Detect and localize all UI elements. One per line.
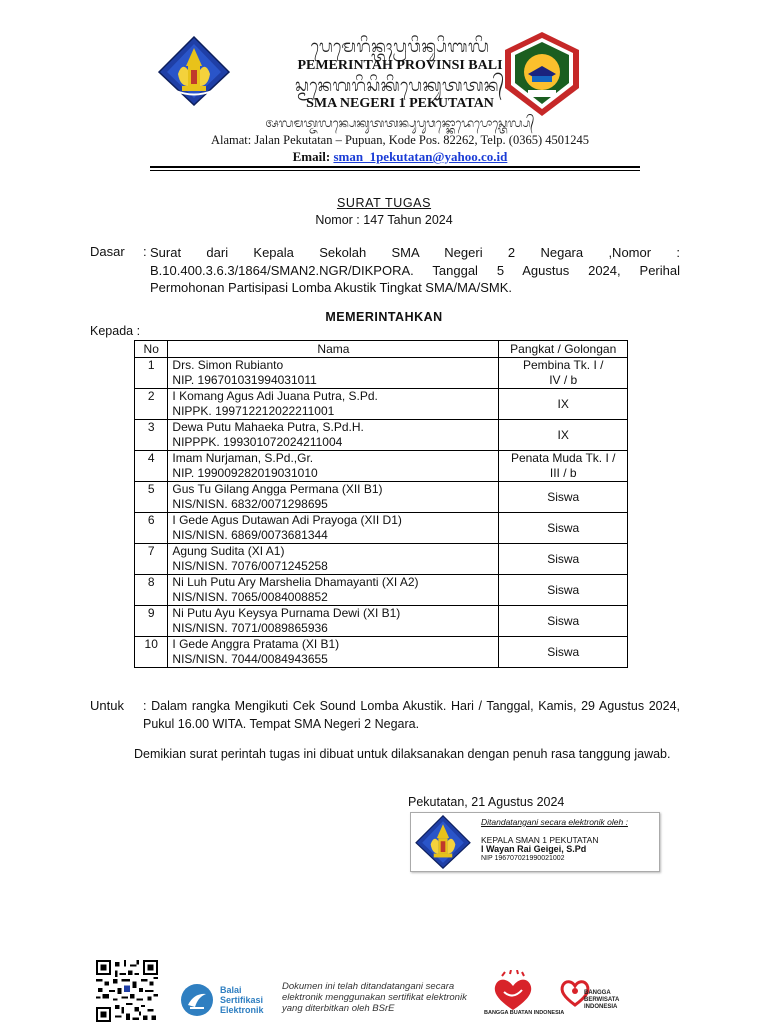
row-id: NIPPK. 199712212022211001 [172, 404, 335, 418]
row-name: I Komang Agus Adi Juana Putra, S.Pd. [172, 389, 378, 403]
brand-2-line-2: BERWISATA [584, 997, 620, 1003]
signature-note: Ditandatangani secara elektronik oleh : [481, 817, 628, 827]
basis-label: Dasar [90, 244, 125, 259]
row-name: I Gede Agus Dutawan Adi Prayoga (XII D1) [172, 513, 402, 527]
row-no: 7 [135, 544, 168, 575]
row-id: NIPPPK. 199301072024211004 [172, 435, 343, 449]
row-id: NIP. 196701031994031011 [172, 373, 317, 387]
row-name: Imam Nurjaman, S.Pd.,Gr. [172, 451, 314, 465]
assignee-table [134, 340, 628, 668]
footer-note-line-3: yang diterbitkan oleh BSrE [282, 1003, 395, 1014]
brand-2-line-1: BANGGA [584, 990, 611, 996]
row-name-cell [168, 482, 499, 513]
bsre-name-line-1: Balai [220, 985, 242, 995]
table-row [135, 420, 628, 451]
row-no: 8 [135, 575, 168, 606]
row-no: 1 [135, 358, 168, 389]
row-rank: Penata Muda Tk. I / [510, 451, 616, 465]
school-name: SMA NEGERI 1 PEKUTATAN [306, 96, 494, 111]
row-rank-cell [499, 358, 628, 389]
letterhead-rule [150, 166, 640, 168]
bsre-name-line-2: Sertifikasi [220, 995, 264, 1005]
row-rank: Siswa [499, 482, 628, 513]
school-email-line [120, 149, 680, 165]
row-name-cell [168, 513, 499, 544]
table-row [135, 358, 628, 389]
closing-statement: Demikian surat perintah tugas ini dibuat untuk dilaksanakan dengan penuh rasa tanggung jawab. [134, 747, 671, 761]
table-row [135, 451, 628, 482]
balinese-script-line-3: ᬅᬮᬫᬢ᭄ᬚᬮᬦ᭄ᬧᬾᬓᬸᬢᬢᬦ᭄ᬧᬸᬧᬸᬯᬦ᭄ᬓᭀᬤᬾᬧᭀᬲ᭄ᬢᬾᬮ᭄ᬧ᭄ [265, 116, 535, 130]
col-header-rank: Pangkat / Golongan [499, 341, 628, 358]
brand-2-text [584, 990, 619, 1011]
school-address: Alamat: Jalan Pekutatan – Pupuan, Kode Pos. 82262, Telp. (0365) 4501245 [210, 133, 589, 147]
row-name-cell [168, 420, 499, 451]
qr-code-icon[interactable] [96, 960, 158, 1022]
basis-text: Surat dari Kepala Sekolah SMA Negeri 2 Negara ,Nomor : B.10.400.3.6.3/1864/SMAN2.NGR/DIKPORA. Tanggal 5 Agustus 2024, Perihal Permohonan Partisipasi Lomba Akustik Tingkat SMA/MA/SMK. [150, 245, 680, 295]
bali-province-emblem-icon [415, 815, 471, 869]
footer-disclaimer [282, 981, 467, 1014]
row-name: Ni Putu Ayu Keysya Purnama Dewi (XI B1) [172, 606, 401, 620]
signer-position: KEPALA SMAN 1 PEKUTATAN [481, 835, 599, 845]
row-no: 2 [135, 389, 168, 420]
footer-note-line-1: Dokumen ini telah ditandatangani secara [282, 981, 455, 992]
row-rank-grade: IV / b [549, 373, 578, 387]
row-rank: Siswa [499, 606, 628, 637]
row-rank: Pembina Tk. I / [522, 358, 604, 372]
table-row [135, 575, 628, 606]
col-header-name: Nama [168, 341, 499, 358]
table-row [135, 606, 628, 637]
row-name-cell [168, 606, 499, 637]
row-rank-cell [499, 451, 628, 482]
row-name-cell [168, 637, 499, 668]
row-no: 4 [135, 451, 168, 482]
place-and-date: Pekutatan, 21 Agustus 2024 [408, 795, 565, 809]
row-id: NIS/NISN. 7044/0084943655 [172, 652, 328, 666]
row-no: 5 [135, 482, 168, 513]
row-id: NIS/NISN. 7071/0089865936 [172, 621, 328, 635]
row-name-cell [168, 451, 499, 482]
row-rank: IX [499, 420, 628, 451]
row-name: Drs. Simon Rubianto [172, 358, 284, 372]
row-rank-grade: III / b [549, 466, 577, 480]
bsre-name [220, 985, 264, 1015]
government-name: PEMERINTAH PROVINSI BALI [297, 58, 503, 73]
brand-2-line-3: INDONESIA [584, 1004, 618, 1010]
table-row [135, 482, 628, 513]
table-row [135, 389, 628, 420]
row-id: NIS/NISN. 7076/0071245258 [172, 559, 328, 573]
row-no: 3 [135, 420, 168, 451]
table-row [135, 544, 628, 575]
table-row [135, 513, 628, 544]
purpose-text: : Dalam rangka Mengikuti Cek Sound Lomba Akustik. Hari / Tanggal, Kamis, 29 Agustus 2024, Pukul 16.00 WITA. Tempat SMA Negeri 2 Negara. [143, 699, 680, 731]
row-rank: Siswa [499, 544, 628, 575]
purpose-label: Untuk [90, 698, 124, 713]
electronic-signature-box [410, 812, 660, 872]
recipient-label: Kepada : [90, 324, 141, 338]
row-no: 9 [135, 606, 168, 637]
command-heading: MEMERINTAHKAN [325, 310, 443, 324]
bsre-name-line-3: Elektronik [220, 1005, 264, 1015]
balinese-script-line-2: ᬲ᭄ᬫᬦᬾᬕᬭᬶᬲᬶᬓᬶᬧᬾᬓᬸᬢᬢᬦ᭄ [295, 76, 505, 95]
row-name: Ni Luh Putu Ary Marshelia Dhamayanti (XI A2) [172, 575, 419, 589]
letterhead-rule-thin [150, 170, 640, 171]
letter-title: SURAT TUGAS [336, 196, 432, 210]
basis-colon: : [143, 244, 147, 259]
balinese-script-line-1: ᬧᬾᬫᬾᬭᬶᬦ᭄ᬢᬄᬧ᭄ᬭᬯᬶᬦ᭄ᬲᬶᬩᬮᬶ [310, 37, 490, 56]
row-id: NIS/NISN. 6832/0071298695 [172, 497, 328, 511]
row-name: I Gede Anggra Pratama (XI B1) [172, 637, 340, 651]
row-name: Gus Tu Gilang Angga Permana (XII B1) [172, 482, 383, 496]
row-id: NIS/NISN. 6869/0073681344 [172, 528, 328, 542]
row-name-cell [168, 544, 499, 575]
table-header-row [135, 341, 628, 358]
signer-nip: NIP 196707021990021002 [481, 855, 565, 862]
row-id: NIS/NISN. 7065/0084008852 [172, 590, 328, 604]
row-name-cell [168, 389, 499, 420]
table-row [135, 637, 628, 668]
brand-1-text: BANGGA BUATAN INDONESIA [484, 1010, 565, 1016]
row-id: NIP. 199009282019031010 [172, 466, 318, 480]
school-email-link[interactable]: sman_1pekutatan@yahoo.co.id [333, 149, 508, 164]
row-name-cell [168, 575, 499, 606]
row-rank: Siswa [499, 637, 628, 668]
row-rank: Siswa [499, 575, 628, 606]
row-no: 6 [135, 513, 168, 544]
email-label: Email: [292, 149, 331, 164]
row-no: 10 [135, 637, 168, 668]
letter-number: Nomor : 147 Tahun 2024 [315, 213, 453, 227]
bsre-logo-icon [180, 983, 214, 1017]
row-rank: Siswa [499, 513, 628, 544]
row-name: Dewa Putu Mahaeka Putra, S.Pd.H. [172, 420, 364, 434]
footer-note-line-2: elektronik menggunakan sertifikat elektronik [282, 992, 467, 1003]
col-header-no: No [135, 341, 168, 358]
signer-name: I Wayan Rai Geigei, S.Pd [481, 844, 587, 854]
row-name: Agung Sudita (XI A1) [172, 544, 285, 558]
row-rank: IX [499, 389, 628, 420]
row-name-cell [168, 358, 499, 389]
